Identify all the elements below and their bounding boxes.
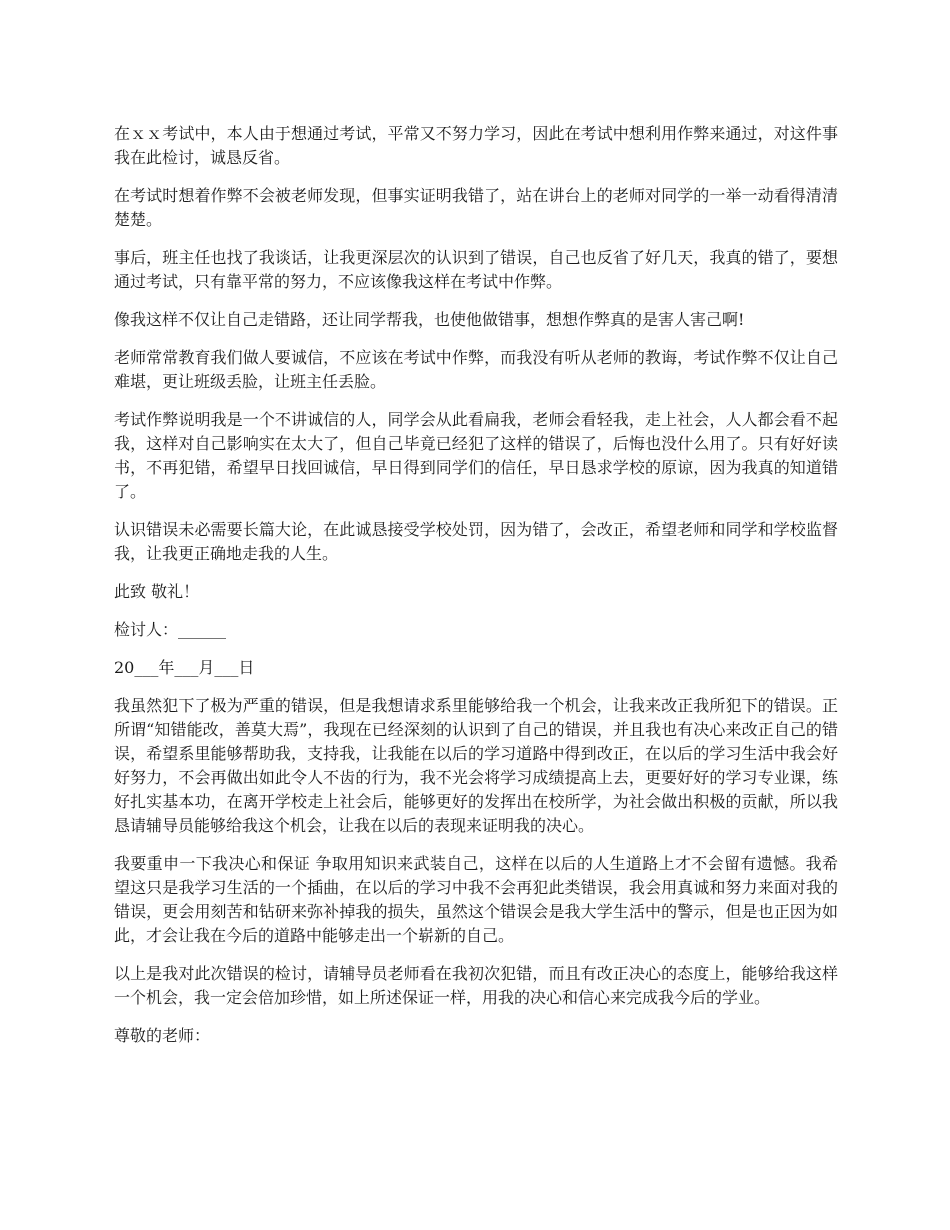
signature-line: 检讨人：______ xyxy=(114,620,227,639)
paragraph-accept-punishment: 认识错误未必需要长篇大论，在此诚恳接受学校处罚，因为错了，会改正，希望老师和同学和学校监督我，让我更正确地走我的人生。 xyxy=(114,520,838,563)
paragraph-exam-intro: 在ｘｘ考试中，本人由于想通过考试，平常又不努力学习，因此在考试中想利用作弊来通过，对这件事我在此检讨，诚恳反省。 xyxy=(114,124,838,167)
paragraph-caught: 在考试时想着作弊不会被老师发现，但事实证明我错了，站在讲台上的老师对同学的一举一动看得清清楚楚。 xyxy=(114,186,838,229)
paragraph-resolution: 我要重申一下我决心和保证 争取用知识来武装自己，这样在以后的人生道路上才不会留有遗憾。我希望这只是我学习生活的一个插曲，在以后的学习中我不会再犯此类错误，我会用真诚和努力来面对我的错误，更会用刻苦和钻研来弥补掉我的损失，虽然这个错误会是我大学生活中的警示，但是也正因为如此，才会让我在今后的道路中能够走出一个崭新的自己。 xyxy=(114,854,838,945)
paragraph-integrity: 老师常常教育我们做人要诚信，不应该在考试中作弊，而我没有听从老师的教诲，考试作弊不仅让自己难堪，更让班级丢脸，让班主任丢脸。 xyxy=(114,348,838,391)
paragraph-consequences: 考试作弊说明我是一个不讲诚信的人，同学会从此看扁我，老师会看轻我，走上社会，人人都会看不起我，这样对自己影响实在太大了，但自己毕竟已经犯了这样的错误了，后悔也没什么用了。只有好好读书，不再犯错，希望早日找回诚信，早日得到同学们的信任，早日恳求学校的原谅，因为我真的知道错了。 xyxy=(114,410,838,501)
paragraph-conclusion: 以上是我对此次错误的检讨，请辅导员老师看在我初次犯错，而且有改正决心的态度上，能够给我这样一个机会，我一定会倍加珍惜，如上所述保证一样，用我的决心和信心来完成我今后的学业。 xyxy=(114,964,838,1007)
salutation-closing: 此致 敬礼！ xyxy=(114,582,200,601)
date-line: 20___年___月___日 xyxy=(114,658,255,677)
paragraph-teacher-talk: 事后，班主任也找了我谈话，让我更深层次的认识到了错误，自己也反省了好几天，我真的错了，要想通过考试，只有靠平常的努力，不应该像我这样在考试中作弊。 xyxy=(114,248,838,291)
salutation-opening: 尊敬的老师： xyxy=(114,1026,211,1045)
document-body xyxy=(114,122,838,1062)
paragraph-harm: 像我这样不仅让自己走错路，还让同学帮我，也使他做错事，想想作弊真的是害人害己啊! xyxy=(114,310,745,329)
paragraph-request-chance: 我虽然犯下了极为严重的错误，但是我想请求系里能够给我一个机会，让我来改正我所犯下的错误。正所谓“知错能改，善莫大焉”，我现在已经深刻的认识到了自己的错误，并且我也有决心来改正自己的错误，希望系里能够帮助我，支持我，让我能在以后的学习道路中得到改正，在以后的学习生活中我会好好努力，不会再做出如此令人不齿的行为，我不光会将学习成绩提高上去，更要好好的学习专业课，练好扎实基本功，在离开学校走上社会后，能够更好的发挥出在校所学，为社会做出积极的贡献，所以我恳请辅导员能够给我这个机会，让我在以后的表现来证明我的决心。 xyxy=(114,696,838,835)
